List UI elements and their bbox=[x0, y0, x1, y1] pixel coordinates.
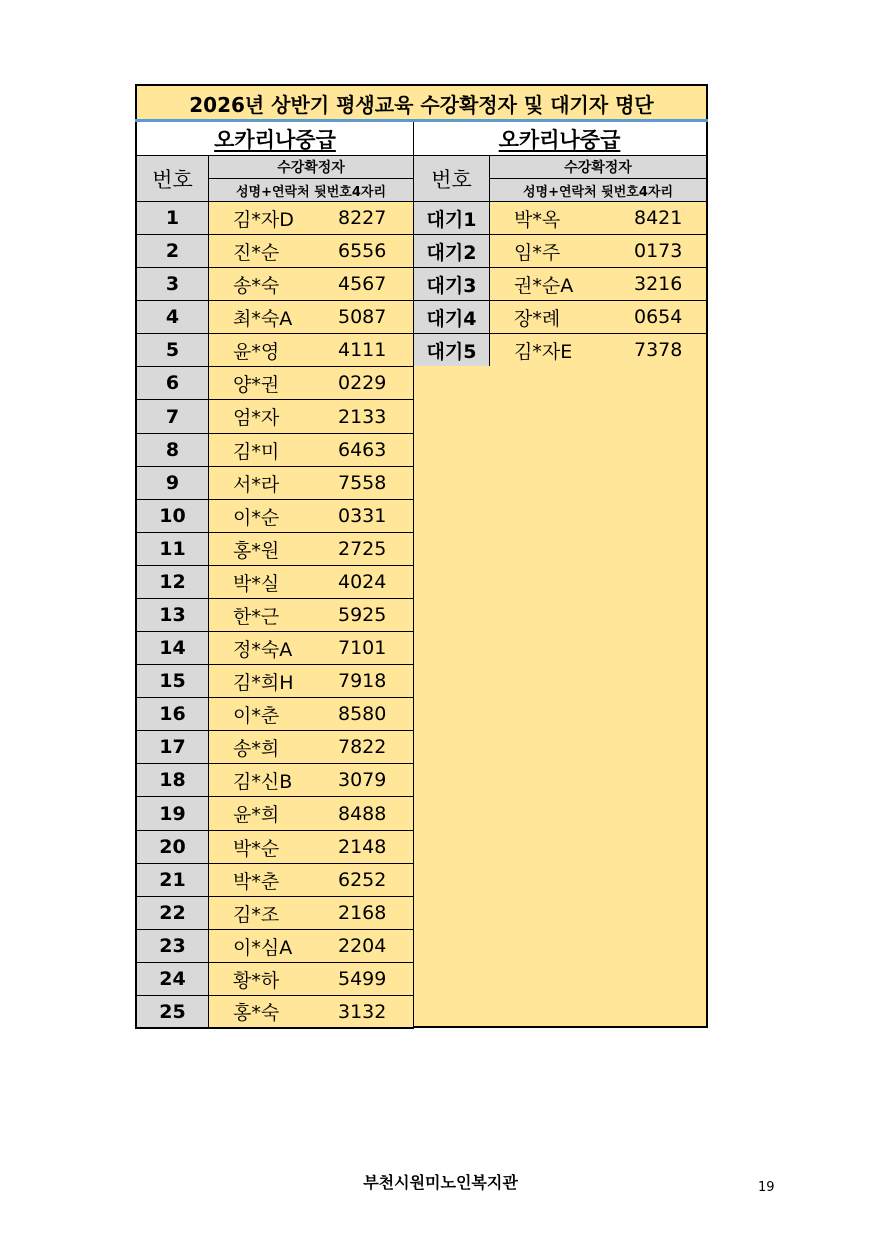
left-row-number: 24 bbox=[135, 962, 209, 996]
right-header-number: 번호 bbox=[413, 155, 490, 202]
phone-last4: 7558 bbox=[338, 472, 387, 494]
left-row-number: 4 bbox=[135, 300, 209, 334]
left-table-row bbox=[208, 896, 414, 930]
right-row-number: 대기1 bbox=[413, 201, 490, 235]
left-table-row bbox=[208, 962, 414, 996]
left-table-row bbox=[208, 300, 414, 334]
left-table-row bbox=[208, 598, 414, 632]
left-row-number: 25 bbox=[135, 995, 209, 1029]
left-table-row bbox=[208, 267, 414, 301]
right-row-number: 대기3 bbox=[413, 267, 490, 301]
member-name: 임*주 bbox=[514, 241, 561, 264]
left-row-number: 12 bbox=[135, 565, 209, 599]
phone-last4: 0229 bbox=[338, 372, 387, 394]
member-name: 권*순A bbox=[514, 274, 574, 297]
phone-last4: 0331 bbox=[338, 505, 387, 527]
left-table-row bbox=[208, 333, 414, 367]
member-name: 장*례 bbox=[514, 307, 561, 330]
left-table-row bbox=[208, 499, 414, 533]
member-name: 송*희 bbox=[233, 737, 280, 760]
right-table-row bbox=[489, 267, 708, 301]
left-row-number: 15 bbox=[135, 664, 209, 698]
left-row-number: 6 bbox=[135, 366, 209, 400]
member-name: 이*심A bbox=[233, 936, 293, 959]
left-row-number: 13 bbox=[135, 598, 209, 632]
left-table-row bbox=[208, 399, 414, 434]
member-name: 이*순 bbox=[233, 506, 280, 529]
member-name: 한*근 bbox=[233, 605, 280, 628]
left-row-number: 23 bbox=[135, 929, 209, 963]
phone-last4: 4111 bbox=[338, 339, 387, 361]
phone-last4: 0173 bbox=[634, 240, 683, 262]
footer-organization: 부천시원미노인복지관 bbox=[363, 1173, 518, 1192]
member-name: 송*숙 bbox=[233, 274, 280, 297]
left-row-number: 14 bbox=[135, 631, 209, 665]
left-row-number: 9 bbox=[135, 466, 209, 500]
left-row-number: 17 bbox=[135, 730, 209, 764]
phone-last4: 5499 bbox=[338, 968, 387, 990]
right-table-row bbox=[489, 201, 708, 235]
right-header-subtitle: 성명+연락처 뒷번호4자리 bbox=[489, 178, 708, 202]
member-name: 김*희H bbox=[233, 671, 294, 694]
phone-last4: 7918 bbox=[338, 670, 387, 692]
member-name: 황*하 bbox=[233, 969, 280, 992]
phone-last4: 3079 bbox=[338, 769, 387, 791]
phone-last4: 7822 bbox=[338, 736, 387, 758]
right-course-title: 오카리나중급 bbox=[413, 122, 708, 156]
left-header-number: 번호 bbox=[135, 155, 209, 202]
phone-last4: 2133 bbox=[338, 405, 387, 428]
left-table-row bbox=[208, 234, 414, 268]
left-row-number: 8 bbox=[135, 433, 209, 467]
member-name: 김*자D bbox=[233, 208, 294, 231]
member-name: 양*권 bbox=[233, 373, 280, 396]
left-table-row bbox=[208, 697, 414, 731]
left-row-number: 1 bbox=[135, 201, 209, 235]
left-table-row bbox=[208, 366, 414, 400]
right-header-confirmed: 수강확정자 bbox=[489, 155, 708, 179]
left-table-row bbox=[208, 830, 414, 864]
phone-last4: 2204 bbox=[338, 935, 387, 957]
member-name: 박*실 bbox=[233, 572, 280, 595]
right-row-number: 대기2 bbox=[413, 234, 490, 268]
member-name: 김*자E bbox=[514, 340, 573, 363]
member-name: 윤*영 bbox=[233, 340, 280, 363]
left-row-number: 16 bbox=[135, 697, 209, 731]
left-table-row bbox=[208, 863, 414, 897]
right-table-row bbox=[489, 333, 708, 367]
member-name: 김*신B bbox=[233, 770, 293, 793]
phone-last4: 3216 bbox=[634, 273, 683, 295]
left-header-confirmed: 수강확정자 bbox=[208, 155, 414, 179]
phone-last4: 5925 bbox=[338, 604, 387, 626]
member-name: 김*미 bbox=[233, 440, 280, 463]
phone-last4: 2725 bbox=[338, 538, 387, 560]
phone-last4: 2148 bbox=[338, 836, 387, 858]
member-name: 김*조 bbox=[233, 903, 280, 926]
left-course-title: 오카리나중급 bbox=[135, 122, 414, 156]
page-title: 2026년 상반기 평생교육 수강확정자 및 대기자 명단 bbox=[135, 84, 708, 120]
phone-last4: 8227 bbox=[338, 207, 387, 229]
left-header-subtitle: 성명+연락처 뒷번호4자리 bbox=[208, 178, 414, 202]
left-table-row bbox=[208, 466, 414, 500]
phone-last4: 6252 bbox=[338, 869, 387, 891]
right-table-row bbox=[489, 300, 708, 334]
left-row-number: 18 bbox=[135, 763, 209, 797]
member-name: 진*순 bbox=[233, 241, 280, 264]
phone-last4: 4024 bbox=[338, 571, 387, 593]
phone-last4: 8580 bbox=[338, 703, 387, 725]
member-name: 박*옥 bbox=[514, 208, 561, 231]
left-table-row bbox=[208, 796, 414, 831]
left-table-row bbox=[208, 631, 414, 665]
member-name: 정*숙A bbox=[233, 638, 293, 661]
member-name: 이*춘 bbox=[233, 704, 280, 727]
right-row-number: 대기4 bbox=[413, 300, 490, 334]
member-name: 홍*숙 bbox=[233, 1002, 280, 1024]
member-name: 서*라 bbox=[233, 473, 280, 496]
left-row-number: 22 bbox=[135, 896, 209, 930]
left-table-row bbox=[208, 763, 414, 797]
phone-last4: 4567 bbox=[338, 273, 387, 295]
left-table-row bbox=[208, 565, 414, 599]
left-table-row bbox=[208, 201, 414, 235]
phone-last4: 7101 bbox=[338, 637, 387, 659]
right-row-number: 대기5 bbox=[413, 333, 490, 367]
left-row-number: 21 bbox=[135, 863, 209, 897]
right-empty-area bbox=[413, 366, 708, 1028]
phone-last4: 5087 bbox=[338, 306, 387, 328]
left-row-number: 5 bbox=[135, 333, 209, 367]
left-row-number: 20 bbox=[135, 830, 209, 864]
phone-last4: 6463 bbox=[338, 439, 387, 461]
left-row-number: 2 bbox=[135, 234, 209, 268]
member-name: 홍*원 bbox=[233, 539, 280, 562]
left-table-row bbox=[208, 664, 414, 698]
left-row-number: 10 bbox=[135, 499, 209, 533]
left-table-row bbox=[208, 730, 414, 764]
left-table-row bbox=[208, 532, 414, 566]
left-table-row bbox=[208, 995, 414, 1029]
member-name: 박*순 bbox=[233, 837, 280, 860]
member-name: 최*숙A bbox=[233, 307, 293, 330]
left-row-number: 3 bbox=[135, 267, 209, 301]
member-name: 박*춘 bbox=[233, 870, 280, 893]
phone-last4: 0654 bbox=[634, 306, 683, 328]
phone-last4: 8488 bbox=[338, 802, 387, 825]
phone-last4: 3132 bbox=[338, 1000, 387, 1023]
member-name: 윤*희 bbox=[233, 804, 280, 826]
phone-last4: 2168 bbox=[338, 902, 387, 924]
left-row-number: 19 bbox=[135, 796, 209, 831]
phone-last4: 7378 bbox=[634, 339, 683, 361]
member-name: 엄*자 bbox=[233, 407, 280, 429]
left-row-number: 11 bbox=[135, 532, 209, 566]
left-row-number: 7 bbox=[135, 399, 209, 434]
right-table-row bbox=[489, 234, 708, 268]
page-number: 19 bbox=[758, 1180, 775, 1195]
phone-last4: 8421 bbox=[634, 207, 683, 229]
phone-last4: 6556 bbox=[338, 240, 387, 262]
left-table-row bbox=[208, 433, 414, 467]
left-table-row bbox=[208, 929, 414, 963]
